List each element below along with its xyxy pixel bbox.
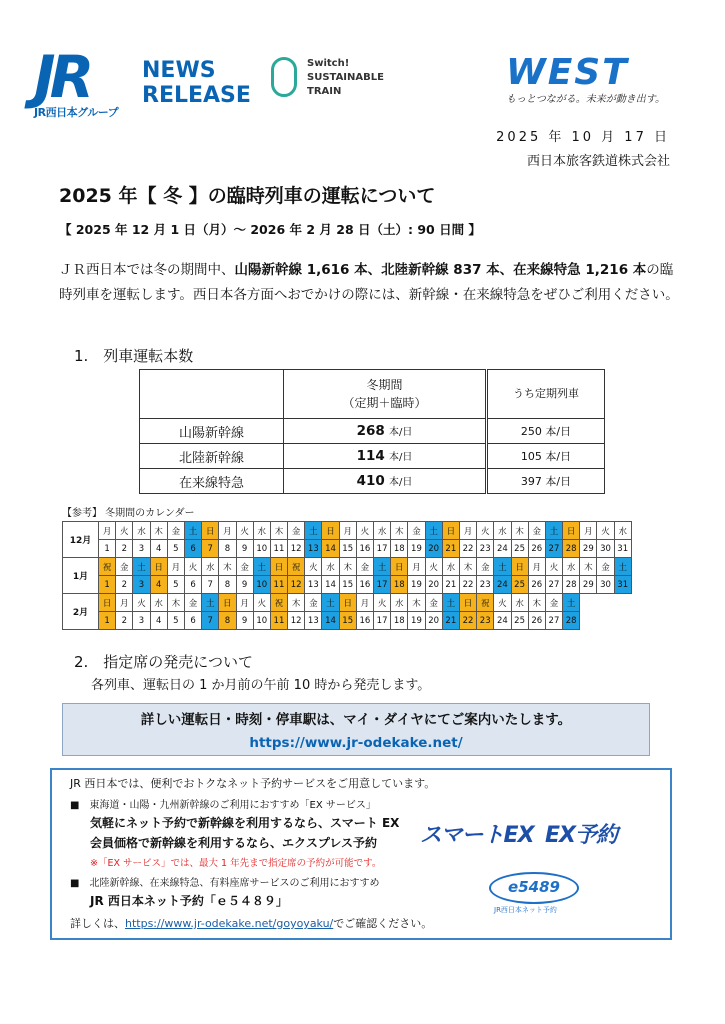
calendar-date: 22: [459, 612, 476, 630]
table-row: [140, 419, 605, 444]
jr-logo-mark: JR: [34, 43, 89, 111]
row-count: [284, 469, 487, 494]
calendar-date: 8: [219, 540, 236, 558]
news-line: NEWS: [142, 58, 216, 83]
calendar-month: 12月: [63, 522, 99, 558]
calendar-weekday: 金: [184, 594, 201, 612]
calendar-weekday: 土: [614, 558, 631, 576]
period: 【 2025 年 12 月 1 日（月）～ 2026 年 2 月 28 日（土）: 90 日間 】: [59, 222, 481, 237]
calendar-weekday: 木: [459, 558, 476, 576]
count-unit: 本/日: [388, 477, 413, 488]
calendar-weekday: 土: [545, 522, 562, 540]
calendar-weekday: 木: [391, 522, 408, 540]
calendar-weekday: 水: [150, 594, 167, 612]
row-name: 山陽新幹線: [140, 419, 284, 444]
calendar-date: 5: [167, 612, 184, 630]
calendar-date: 19: [408, 540, 425, 558]
calendar-weekday: 月: [339, 522, 356, 540]
calendar-weekday: 火: [374, 594, 391, 612]
calendar-date: 24: [494, 540, 511, 558]
calendar-weekday: 金: [597, 558, 614, 576]
jr-logo-subtext: JR西日本グループ: [34, 106, 119, 119]
calendar-date: 28: [563, 540, 580, 558]
calendar-weekday-row: [63, 558, 632, 576]
calendar-weekday: 木: [408, 594, 425, 612]
calendar-weekday: 金: [167, 522, 184, 540]
calendar-date: 27: [545, 612, 562, 630]
calendar-weekday: 木: [339, 558, 356, 576]
count-unit: 本/日: [388, 452, 413, 463]
calendar-weekday: 土: [322, 594, 339, 612]
header-winter-label: 冬期間: [366, 378, 403, 392]
calendar-empty: [597, 594, 614, 612]
calendar-weekday: 祝: [99, 558, 116, 576]
calendar-weekday: 日: [219, 594, 236, 612]
box-intro: JR 西日本では、便利でおトクなネット予約サービスをご用意しています。: [70, 777, 436, 790]
calendar-date: 29: [580, 576, 597, 594]
calendar-weekday: 火: [356, 522, 373, 540]
calendar-date: 4: [150, 540, 167, 558]
row-regular: 397 本/日: [487, 469, 605, 494]
calendar-weekday: 月: [236, 594, 253, 612]
calendar-weekday: 日: [339, 594, 356, 612]
calendar-date: 15: [339, 540, 356, 558]
company-name: 西日本旅客鉄道株式会社: [526, 154, 670, 169]
calendar-weekday: 木: [219, 558, 236, 576]
calendar-weekday: 火: [236, 522, 253, 540]
calendar-date: 7: [202, 540, 219, 558]
notice-link[interactable]: https://www.jr-odekake.net/: [249, 735, 463, 751]
count-value: 114: [356, 448, 385, 464]
ex-line-1: 気軽にネット予約で新幹線を利用するなら、スマート EX: [90, 816, 400, 830]
calendar-date: 20: [425, 576, 442, 594]
calendar-weekday: 土: [202, 594, 219, 612]
calendar-weekday-row: [63, 594, 632, 612]
section2-text: 各列車、運転日の 1 か月前の午前 10 時から発売します。: [91, 678, 431, 693]
calendar-month: 2月: [63, 594, 99, 630]
calendar-empty: [614, 594, 631, 612]
calendar-date: 25: [511, 540, 528, 558]
calendar-date: 23: [477, 540, 494, 558]
calendar-weekday: 金: [116, 558, 133, 576]
calendar-weekday: 月: [408, 558, 425, 576]
calendar-weekday: 木: [150, 522, 167, 540]
calendar-date: 7: [202, 612, 219, 630]
section2-heading: 2. 指定席の発売について: [74, 653, 254, 671]
calendar-date: 10: [253, 612, 270, 630]
calendar-date: 30: [597, 540, 614, 558]
calendar-date: 27: [545, 540, 562, 558]
calendar-weekday: 金: [425, 594, 442, 612]
calendar-date: 5: [167, 540, 184, 558]
train-count-table: [139, 369, 605, 494]
calendar-date: 16: [356, 576, 373, 594]
calendar-weekday: 日: [322, 522, 339, 540]
calendar-date: 24: [494, 576, 511, 594]
calendar-date: 22: [459, 576, 476, 594]
calendar-empty: [580, 612, 597, 630]
calendar-weekday: 木: [511, 522, 528, 540]
goyoyaku-link[interactable]: https://www.jr-odekake.net/goyoyaku/: [125, 917, 334, 930]
calendar-date-row: [63, 576, 632, 594]
calendar-date: 12: [288, 576, 305, 594]
calendar-date: 24: [494, 612, 511, 630]
intro-paragraph: [59, 258, 679, 308]
calendar-date: 11: [270, 540, 287, 558]
news-release-label: [142, 58, 251, 108]
calendar-date: 25: [511, 612, 528, 630]
calendar-date: 3: [133, 576, 150, 594]
calendar-weekday: 火: [494, 594, 511, 612]
calendar-date: 28: [563, 576, 580, 594]
footer-post: でご確認ください。: [333, 917, 433, 930]
calendar-date: 12: [288, 540, 305, 558]
calendar-weekday: 土: [253, 558, 270, 576]
e5489-bullet: ■ 北陸新幹線、在来線特急、有料座席サービスのご利用におすすめ: [70, 878, 380, 889]
calendar-date: 30: [597, 576, 614, 594]
calendar-weekday: 土: [374, 558, 391, 576]
calendar-date: 6: [184, 540, 201, 558]
row-regular: 105 本/日: [487, 444, 605, 469]
calendar-date: 2: [116, 576, 133, 594]
calendar-date: 26: [528, 576, 545, 594]
calendar-weekday: 日: [442, 522, 459, 540]
e5489-line: JR 西日本ネット予約「ｅ５４８９」: [90, 894, 288, 908]
calendar-empty: [580, 594, 597, 612]
table-row: [140, 444, 605, 469]
calendar-weekday: 日: [150, 558, 167, 576]
calendar-weekday: 金: [408, 522, 425, 540]
calendar-weekday: 水: [133, 522, 150, 540]
header-regular: うち定期列車: [487, 370, 605, 419]
calendar-date: 18: [391, 612, 408, 630]
section1-heading: 1. 列車運転本数: [74, 347, 194, 365]
calendar-date: 26: [528, 540, 545, 558]
calendar-date: 13: [305, 576, 322, 594]
calendar-weekday: 日: [511, 558, 528, 576]
calendar-date: 29: [580, 540, 597, 558]
calendar-date: 22: [459, 540, 476, 558]
calendar-date: 17: [374, 540, 391, 558]
calendar-date: 10: [253, 540, 270, 558]
row-count: [284, 419, 487, 444]
count-value: 410: [356, 473, 385, 489]
calendar-weekday: 日: [99, 594, 116, 612]
calendar-date: 4: [150, 612, 167, 630]
calendar-weekday: 水: [253, 522, 270, 540]
header-winter-period: [284, 370, 487, 419]
switch-line-1: Switch!: [307, 58, 350, 69]
calendar-weekday: 木: [167, 594, 184, 612]
calendar-date: 14: [322, 540, 339, 558]
calendar-weekday: 火: [597, 522, 614, 540]
calendar-weekday: 祝: [288, 558, 305, 576]
calendar-date-row: [63, 612, 632, 630]
switch-sustainable-icon: [271, 57, 297, 97]
calendar-date: 28: [563, 612, 580, 630]
calendar-date: 26: [528, 612, 545, 630]
calendar-date-row: [63, 540, 632, 558]
calendar-weekday: 火: [477, 522, 494, 540]
calendar-weekday: 水: [511, 594, 528, 612]
switch-line-3: TRAIN: [307, 86, 342, 97]
calendar-weekday: 日: [563, 522, 580, 540]
calendar-weekday: 火: [116, 522, 133, 540]
calendar-date: 1: [99, 540, 116, 558]
calendar-weekday: 祝: [270, 594, 287, 612]
calendar-weekday: 火: [545, 558, 562, 576]
calendar-date: 6: [184, 576, 201, 594]
row-count: [284, 444, 487, 469]
calendar-date: 31: [614, 540, 631, 558]
calendar-date: 20: [425, 612, 442, 630]
ex-bullet: ■ 東海道・山陽・九州新幹線のご利用におすすめ「EX サービス」: [70, 800, 376, 811]
calendar-date: 1: [99, 576, 116, 594]
calendar-date: 8: [219, 612, 236, 630]
calendar-weekday: 木: [528, 594, 545, 612]
calendar-title: 【参考】 冬期間のカレンダー: [62, 508, 195, 519]
calendar-date: 9: [236, 612, 253, 630]
calendar-weekday: 水: [322, 558, 339, 576]
calendar-date: 2: [116, 540, 133, 558]
calendar-empty: [597, 612, 614, 630]
e5489-logo: e5489: [489, 872, 579, 904]
notice-box: [62, 703, 650, 756]
calendar-weekday: 火: [305, 558, 322, 576]
calendar-date: 2: [116, 612, 133, 630]
calendar-date: 16: [356, 612, 373, 630]
calendar-date: 14: [322, 576, 339, 594]
calendar-weekday: 火: [425, 558, 442, 576]
calendar-date: 17: [374, 612, 391, 630]
calendar-date: 15: [339, 576, 356, 594]
calendar-date: 11: [270, 612, 287, 630]
calendar-date: 3: [133, 612, 150, 630]
row-name: 北陸新幹線: [140, 444, 284, 469]
calendar-date: 21: [442, 576, 459, 594]
calendar-weekday: 水: [614, 522, 631, 540]
calendar-date: 21: [442, 540, 459, 558]
calendar-weekday: 金: [356, 558, 373, 576]
calendar-weekday: 月: [580, 522, 597, 540]
calendar-date: 18: [391, 540, 408, 558]
calendar-weekday: 木: [288, 594, 305, 612]
switch-line-2: SUSTAINABLE: [307, 72, 384, 83]
calendar-date: 21: [442, 612, 459, 630]
west-tagline: もっとつながる。未来が動き出す。: [506, 94, 665, 105]
calendar-weekday: 金: [305, 594, 322, 612]
calendar-weekday: 金: [236, 558, 253, 576]
e5489-logo-sub: JR西日本ネット予約: [494, 906, 557, 914]
calendar-weekday: 金: [288, 522, 305, 540]
header-empty-cell: [140, 370, 284, 419]
calendar-date: 10: [253, 576, 270, 594]
calendar-weekday: 土: [133, 558, 150, 576]
calendar-date: 4: [150, 576, 167, 594]
calendar-weekday: 金: [528, 522, 545, 540]
calendar-weekday: 日: [391, 558, 408, 576]
calendar-date: 19: [408, 576, 425, 594]
row-regular: 250 本/日: [487, 419, 605, 444]
calendar-weekday: 月: [219, 522, 236, 540]
calendar-date: 15: [339, 612, 356, 630]
release-date: 2025 年 10 月 17 日: [496, 130, 670, 145]
page-title: 2025 年【 冬 】の臨時列車の運転について: [59, 185, 436, 207]
calendar-weekday: 土: [184, 522, 201, 540]
calendar-date: 9: [236, 576, 253, 594]
count-unit: 本/日: [388, 427, 413, 438]
calendar-empty: [614, 612, 631, 630]
calendar-weekday: 月: [459, 522, 476, 540]
smart-ex-logo: スマートEX: [420, 823, 534, 848]
west-logo-mark: WEST: [506, 52, 629, 93]
calendar-month: 1月: [63, 558, 99, 594]
calendar-weekday: 水: [374, 522, 391, 540]
calendar-weekday-row: [63, 522, 632, 540]
calendar-date: 6: [184, 612, 201, 630]
release-line: RELEASE: [142, 83, 251, 108]
calendar-date: 14: [322, 612, 339, 630]
west-logo: [506, 52, 680, 105]
calendar-weekday: 祝: [477, 594, 494, 612]
calendar-weekday: 土: [563, 594, 580, 612]
intro-text-2: の臨時列車を運転します。西日本各方面へおでかけの際には、新幹線・在来線特急をぜひご利用ください。: [59, 262, 679, 303]
calendar-weekday: 月: [167, 558, 184, 576]
calendar-weekday: 火: [133, 594, 150, 612]
calendar-weekday: 金: [477, 558, 494, 576]
calendar-date: 5: [167, 576, 184, 594]
count-value: 268: [356, 423, 385, 439]
table-row: [140, 469, 605, 494]
calendar-weekday: 水: [442, 558, 459, 576]
calendar-weekday: 水: [563, 558, 580, 576]
calendar-date: 31: [614, 576, 631, 594]
calendar-weekday: 土: [425, 522, 442, 540]
calendar-weekday: 日: [270, 558, 287, 576]
calendar-date: 7: [202, 576, 219, 594]
calendar-weekday: 月: [116, 594, 133, 612]
calendar-date: 27: [545, 576, 562, 594]
calendar-date: 23: [477, 576, 494, 594]
calendar-date: 3: [133, 540, 150, 558]
calendar-date: 8: [219, 576, 236, 594]
calendar-weekday: 日: [459, 594, 476, 612]
calendar-date: 20: [425, 540, 442, 558]
calendar-date: 25: [511, 576, 528, 594]
calendar-weekday: 土: [442, 594, 459, 612]
net-reservation-box: [50, 768, 672, 940]
calendar-date: 23: [477, 612, 494, 630]
calendar-weekday: 水: [202, 558, 219, 576]
calendar-date: 11: [270, 576, 287, 594]
calendar-date: 17: [374, 576, 391, 594]
row-name: 在来線特急: [140, 469, 284, 494]
ex-line-2: 会員価格で新幹線を利用するなら、エクスプレス予約: [90, 836, 378, 850]
winter-calendar: [62, 521, 632, 630]
ex-note: ※「EX サービス」では、最大 1 年先まで指定席の予約が可能です。: [90, 858, 382, 869]
calendar-weekday: 金: [545, 594, 562, 612]
calendar-weekday: 木: [270, 522, 287, 540]
calendar-weekday: 土: [305, 522, 322, 540]
calendar-weekday: 火: [253, 594, 270, 612]
calendar-weekday: 火: [184, 558, 201, 576]
calendar-date: 16: [356, 540, 373, 558]
intro-highlight: 山陽新幹線 1,616 本、北陸新幹線 837 本、在来線特急 1,216 本: [234, 262, 647, 278]
box-footer: [70, 916, 432, 931]
switch-sustainable-text: [307, 57, 384, 99]
calendar-date: 12: [288, 612, 305, 630]
header-winter-sub: （定期＋臨時）: [342, 396, 427, 410]
intro-text-1: ＪＲ西日本では冬の期間中、: [59, 262, 235, 278]
calendar-weekday: 月: [356, 594, 373, 612]
calendar-weekday: 月: [99, 522, 116, 540]
calendar-date: 1: [99, 612, 116, 630]
calendar-date: 19: [408, 612, 425, 630]
calendar-weekday: 土: [494, 558, 511, 576]
notice-text: 詳しい運転日・時刻・停車駅は、マイ・ダイヤにてご案内いたします。: [140, 712, 572, 728]
footer-pre: 詳しくは、: [70, 917, 125, 930]
jr-west-logo: [34, 43, 130, 120]
calendar-weekday: 水: [494, 522, 511, 540]
calendar-weekday: 日: [202, 522, 219, 540]
calendar-date: 18: [391, 576, 408, 594]
calendar-date: 9: [236, 540, 253, 558]
calendar-weekday: 月: [528, 558, 545, 576]
ex-reservation-logo: EX予約: [545, 823, 617, 848]
table-header-row: [140, 370, 605, 419]
calendar-date: 13: [305, 540, 322, 558]
calendar-date: 13: [305, 612, 322, 630]
calendar-weekday: 木: [580, 558, 597, 576]
calendar-weekday: 水: [391, 594, 408, 612]
